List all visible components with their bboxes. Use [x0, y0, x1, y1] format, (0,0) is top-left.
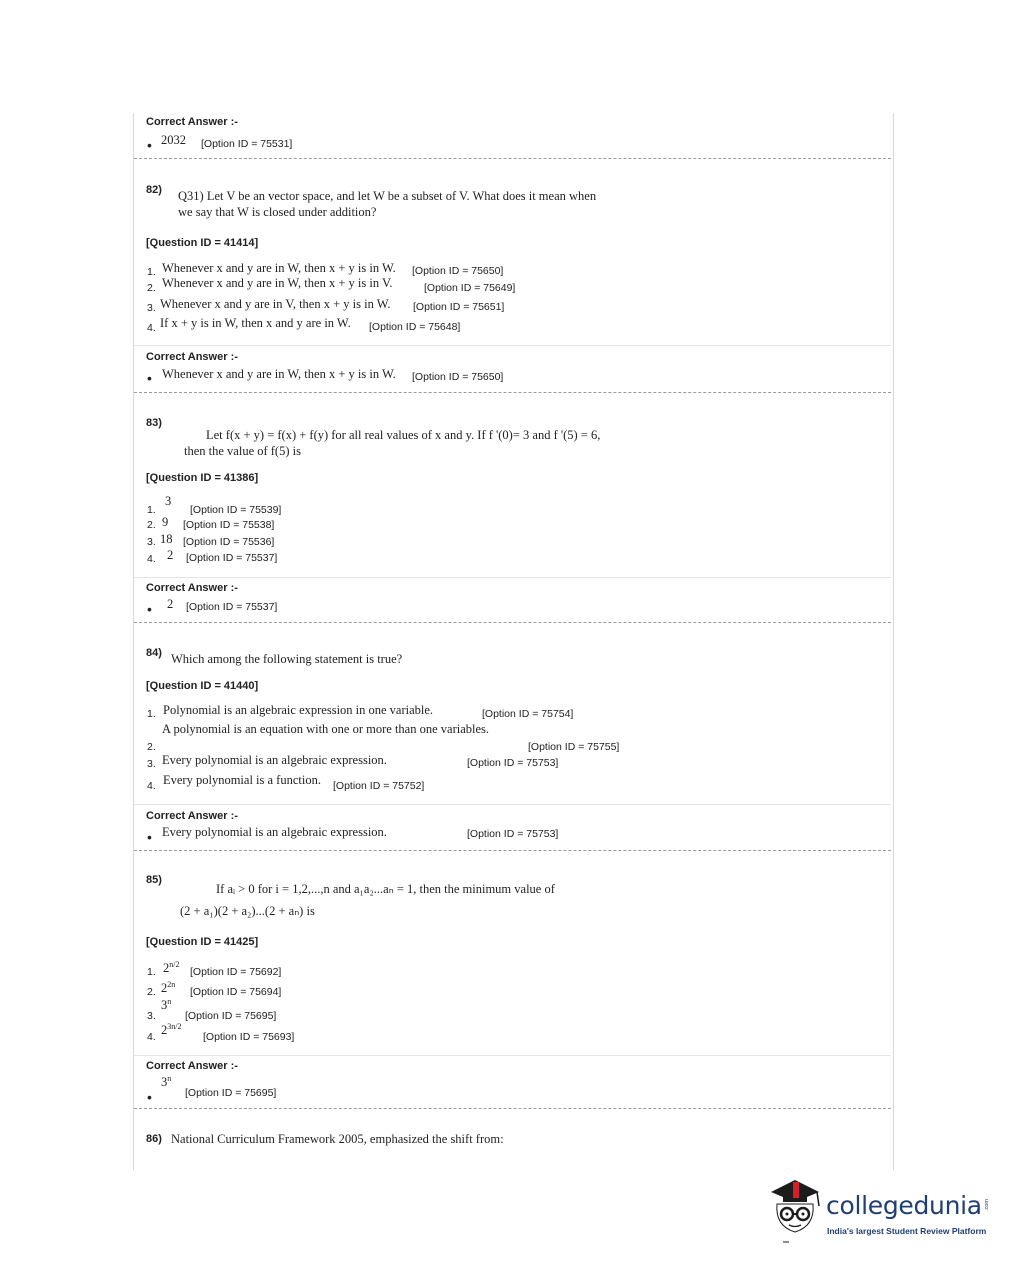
correct-answer-label: Correct Answer :- — [146, 351, 238, 363]
option-id: [Option ID = 75694] — [190, 986, 282, 998]
answer-option-id: [Option ID = 75531] — [201, 138, 293, 150]
option-id: [Option ID = 75754] — [482, 708, 574, 720]
option-exponent: 3n/2 — [167, 1022, 182, 1031]
option-number: 1. — [147, 966, 156, 978]
option-text: Whenever x and y are in W, then x + y is in W. — [162, 261, 396, 275]
option-number: 4. — [147, 780, 156, 792]
option-text: Polynomial is an algebraic expression in one variable. — [163, 703, 434, 717]
answer-text: 2 — [167, 597, 174, 611]
answer-option-id: [Option ID = 75650] — [412, 371, 504, 383]
question-number: 82) — [146, 184, 162, 196]
answer-math — [161, 1074, 171, 1090]
option-number: 3. — [147, 1010, 156, 1022]
question-text-line1: Let f(x + y) = f(x) + f(y) for all real values of x and y. If f '(0)= 3 and f '(5) = 6, — [206, 428, 601, 442]
answer-text: Every polynomial is an algebraic expression. — [162, 825, 387, 839]
separator — [134, 1108, 891, 1109]
option-number: 1. — [147, 708, 156, 720]
question-text-line2: (2 + a₁)(2 + a₂)...(2 + aₙ) is — [180, 904, 315, 918]
option-id: [Option ID = 75695] — [185, 1010, 277, 1022]
option-number: 2. — [147, 519, 156, 531]
option-id: [Option ID = 75692] — [190, 966, 282, 978]
option-text: Every polynomial is a function. — [163, 773, 321, 787]
correct-answer-label: Correct Answer :- — [146, 1060, 238, 1072]
brand-name: collegedunia — [826, 1191, 982, 1220]
option-base: 2 — [161, 1023, 168, 1038]
question-id: [Question ID = 41440] — [146, 680, 259, 692]
answer-bullet: • — [147, 370, 152, 386]
option-math — [161, 1022, 181, 1038]
option-number: 2. — [147, 741, 156, 753]
divider — [134, 1055, 891, 1056]
option-id: [Option ID = 75537] — [186, 552, 278, 564]
correct-answer-label: Correct Answer :- — [146, 582, 238, 594]
question-text-line1: National Curriculum Framework 2005, emphasized the shift from: — [171, 1132, 504, 1146]
option-text: 3 — [165, 494, 172, 508]
brand-tagline: India's largest Student Review Platform — [827, 1226, 987, 1236]
answer-option-id: [Option ID = 75537] — [186, 601, 278, 613]
question-text-line1: Q31) Let V be an vector space, and let W be a subset of V. What does it mean when — [178, 189, 597, 203]
option-id: [Option ID = 75538] — [183, 519, 275, 531]
option-id: [Option ID = 75536] — [183, 536, 275, 548]
divider — [134, 345, 891, 346]
separator — [134, 622, 891, 623]
option-base: 2 — [163, 961, 170, 976]
answer-bullet: • — [147, 1089, 152, 1105]
option-base: 2 — [161, 981, 168, 996]
question-number: 83) — [146, 417, 162, 429]
option-id: [Option ID = 75539] — [190, 504, 282, 516]
question-number: 86) — [146, 1133, 162, 1145]
option-text: 2 — [167, 548, 174, 562]
option-text: 18 — [160, 532, 173, 546]
question-text-line2: then the value of f(5) is — [184, 444, 301, 458]
option-number: 4. — [147, 553, 156, 565]
option-exponent: n — [167, 997, 172, 1006]
option-text: A polynomial is an equation with one or more than one variables. — [162, 722, 490, 736]
option-text: 9 — [162, 515, 169, 529]
divider — [134, 577, 891, 578]
question-text-line1: Which among the following statement is true? — [171, 652, 403, 666]
option-math — [163, 960, 179, 976]
separator — [134, 392, 891, 393]
question-text-line1: If aᵢ > 0 for i = 1,2,...,n and a₁a₂...aₙ = 1, then the minimum value of — [216, 882, 555, 896]
option-math — [161, 980, 175, 996]
answer-bullet: • — [147, 601, 152, 617]
option-id: [Option ID = 75649] — [424, 282, 516, 294]
option-number: 1. — [147, 504, 156, 516]
answer-bullet: • — [147, 829, 152, 845]
answer-option-id: [Option ID = 75695] — [185, 1087, 277, 1099]
option-id: [Option ID = 75753] — [467, 757, 559, 769]
answer-base: 3 — [161, 1075, 168, 1090]
option-base: 3 — [161, 998, 168, 1013]
option-text: If x + y is in W, then x and y are in W. — [160, 316, 351, 330]
option-math — [161, 997, 171, 1013]
option-text: Every polynomial is an algebraic expression. — [162, 753, 387, 767]
question-id: [Question ID = 41425] — [146, 936, 259, 948]
question-id: [Question ID = 41414] — [146, 237, 259, 249]
question-number: 84) — [146, 647, 162, 659]
option-id: [Option ID = 75755] — [528, 741, 620, 753]
option-id: [Option ID = 75650] — [412, 265, 504, 277]
option-exponent: 2n — [167, 980, 176, 989]
answer-text: 2032 — [161, 133, 186, 147]
option-number: 3. — [147, 302, 156, 314]
option-number: 2. — [147, 986, 156, 998]
option-number: 2. — [147, 282, 156, 294]
option-number: 1. — [147, 266, 156, 278]
answer-text: Whenever x and y are in W, then x + y is in W. — [162, 367, 396, 381]
option-id: [Option ID = 75648] — [369, 321, 461, 333]
option-exponent: n/2 — [169, 960, 180, 969]
option-number: 4. — [147, 1031, 156, 1043]
divider — [134, 804, 891, 805]
option-id: [Option ID = 75752] — [333, 780, 425, 792]
option-id: [Option ID = 75651] — [413, 301, 505, 313]
option-id: [Option ID = 75693] — [203, 1031, 295, 1043]
option-number: 4. — [147, 322, 156, 334]
question-text-line2: we say that W is closed under addition? — [178, 205, 377, 219]
option-text: Whenever x and y are in V, then x + y is in W. — [160, 297, 391, 311]
separator — [134, 158, 891, 159]
option-number: 3. — [147, 536, 156, 548]
correct-answer-label: Correct Answer :- — [146, 116, 238, 128]
mascot-icon — [765, 1176, 825, 1246]
question-number: 85) — [146, 874, 162, 886]
correct-answer-label: Correct Answer :- — [146, 810, 238, 822]
answer-option-id: [Option ID = 75753] — [467, 828, 559, 840]
answer-bullet: • — [147, 137, 152, 153]
separator — [134, 850, 891, 851]
option-number: 3. — [147, 758, 156, 770]
question-id: [Question ID = 41386] — [146, 472, 259, 484]
answer-exponent: n — [167, 1074, 172, 1083]
brand-dotcom: .com — [984, 1199, 990, 1211]
option-text: Whenever x and y are in W, then x + y is in V. — [162, 276, 393, 290]
